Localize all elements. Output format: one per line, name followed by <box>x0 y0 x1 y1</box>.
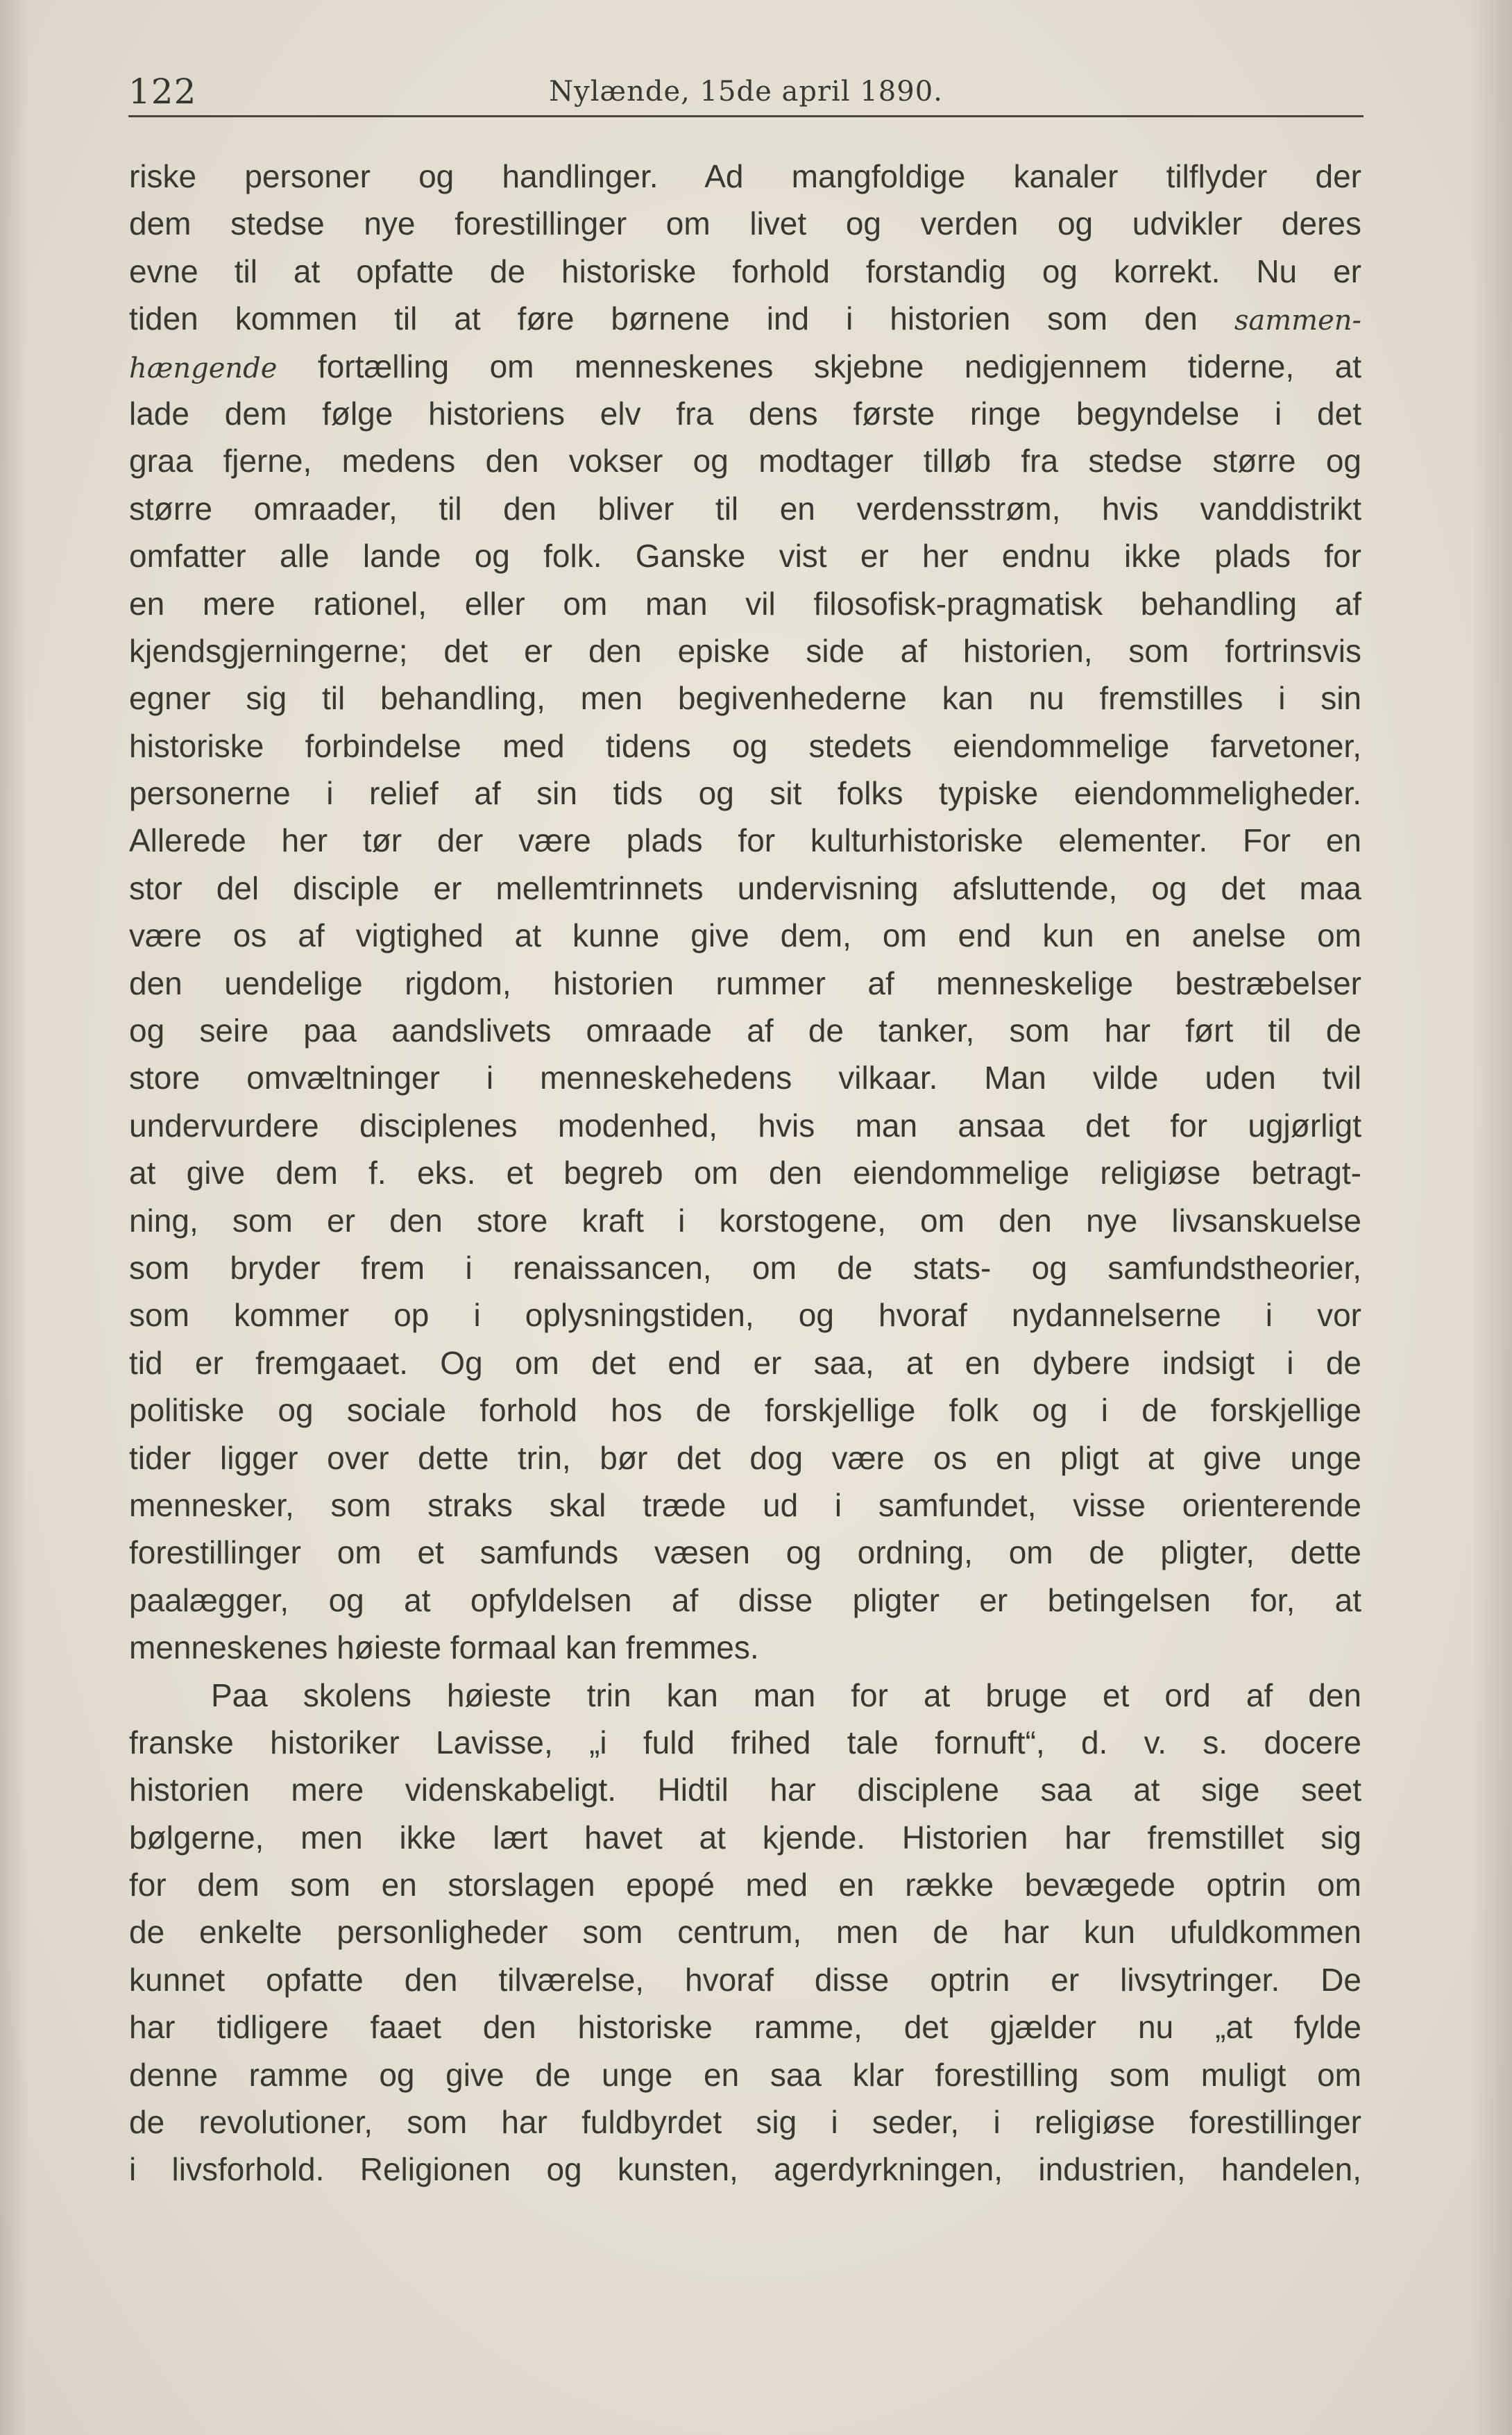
text-line: større omraader, til den bliver til en verdensstrøm, hvis vanddistrikt <box>129 490 1361 527</box>
text-line: personerne i relief af sin tids og sit folks typiske eiendommeligheder. <box>129 775 1361 812</box>
text-line: Allerede her tør der være plads for kulturhistoriske elementer. For en <box>129 822 1361 859</box>
text-line: bølgerne, men ikke lært havet at kjende. Historien har fremstillet sig <box>129 1819 1361 1856</box>
italic-word: sammen- <box>1234 305 1362 337</box>
text-line: at give dem f. eks. et begreb om den eiendommelige religiøse betragt- <box>129 1155 1361 1191</box>
text-line: de enkelte personligheder som centrum, men de har kun ufuldkommen <box>129 1914 1361 1951</box>
running-head: Nylænde, 15de april 1890. <box>549 76 943 108</box>
page-number: 122 <box>128 71 197 112</box>
text-line: den uendelige rigdom, historien rummer af menneskelige bestræbelser <box>129 965 1361 1001</box>
page-shadow-left <box>0 0 28 2435</box>
text-line: en mere rationel, eller om man vil filosofisk-pragmatisk behandling af <box>129 585 1361 622</box>
text-line: franske historiker Lavisse, „i fuld frihed tale fornuft“, d. v. s. docere <box>129 1724 1361 1761</box>
text-line: ning, som er den store kraft i korstogene, om den nye livsanskuelse <box>129 1202 1361 1239</box>
text-line: og seire paa aandslivets omraade af de tanker, som har ført til de <box>129 1012 1361 1049</box>
page-shadow-right <box>1470 0 1512 2435</box>
text-line: som bryder frem i renaissancen, om de stats- og samfundstheorier, <box>129 1249 1361 1286</box>
text-line: riske personer og handlinger. Ad mangfoldige kanaler tilflyder der <box>129 158 1361 194</box>
italic-word: hængende <box>129 352 278 384</box>
text-segment: tiden kommen til at føre børnene ind i historien som den <box>129 300 1198 337</box>
text-line <box>129 343 1361 390</box>
text-line: de revolutioner, som har fuldbyrdet sig i seder, i religiøse forestillinger <box>129 2104 1361 2141</box>
text-line: evne til at opfatte de historiske forhold forstandig og korrekt. Nu er <box>129 253 1361 289</box>
text-line: tider ligger over dette trin, bør det dog være os en pligt at give unge <box>129 1439 1361 1476</box>
text-line: har tidligere faaet den historiske ramme, det gjælder nu „at fylde <box>129 2009 1361 2046</box>
text-line: som kommer op i oplysningstiden, og hvoraf nydannelserne i vor <box>129 1297 1361 1334</box>
text-line: undervurdere disciplenes modenhed, hvis man ansaa det for ugjørligt <box>129 1107 1361 1144</box>
text-line: historiske forbindelse med tidens og stedets eiendommelige farvetoner, <box>129 727 1361 764</box>
header-rule <box>128 115 1364 117</box>
text-line: politiske og sociale forhold hos de forskjellige folk og i de forskjellige <box>129 1392 1361 1429</box>
text-line: stor del disciple er mellemtrinnets undervisning afsluttende, og det maa <box>129 869 1361 906</box>
body-text <box>129 153 1361 2194</box>
text-line: kjendsgjerningerne; det er den episke side af historien, som fortrinsvis <box>129 632 1361 669</box>
text-line: denne ramme og give de unge en saa klar forestilling som muligt om <box>129 2056 1361 2093</box>
text-line: lade dem følge historiens elv fra dens første ringe begyndelse i det <box>129 395 1361 432</box>
text-line: dem stedse nye forestillinger om livet og verden og udvikler deres <box>129 205 1361 242</box>
text-line: være os af vigtighed at kunne give dem, om end kun en anelse om <box>129 917 1361 954</box>
text-line: omfatter alle lande og folk. Ganske vist er her endnu ikke plads for <box>129 538 1361 575</box>
text-segment: fortælling om menneskenes skjebne nedigjennem tiderne, at <box>317 348 1361 384</box>
text-line: i livsforhold. Religionen og kunsten, agerdyrkningen, industrien, handelen, <box>129 2151 1361 2188</box>
text-line: menneskenes høieste formaal kan fremmes. <box>129 1629 759 1666</box>
text-line: paalægger, og at opfyldelsen af disse pligter er betingelsen for, at <box>129 1581 1361 1618</box>
text-line: forestillinger om et samfunds væsen og ordning, om de pligter, dette <box>129 1534 1361 1571</box>
text-line: Paa skolens høieste trin kan man for at bruge et ord af den <box>211 1677 1361 1713</box>
text-line: mennesker, som straks skal træde ud i samfundet, visse orienterende <box>129 1486 1361 1523</box>
text-line: for dem som en storslagen epopé med en række bevægede optrin om <box>129 1867 1361 1903</box>
text-line: historien mere videnskabeligt. Hidtil har disciplene saa at sige seet <box>129 1772 1361 1808</box>
text-line: store omvæltninger i menneskehedens vilkaar. Man vilde uden tvil <box>129 1060 1361 1096</box>
text-line: graa fjerne, medens den vokser og modtager tilløb fra stedse større og <box>129 443 1361 480</box>
text-line <box>129 295 1361 342</box>
text-line: tid er fremgaaet. Og om det end er saa, at en dybere indsigt i de <box>129 1344 1361 1381</box>
text-line: kunnet opfatte den tilværelse, hvoraf disse optrin er livsytringer. De <box>129 1961 1361 1998</box>
text-line: egner sig til behandling, men begivenhederne kan nu fremstilles i sin <box>129 680 1361 717</box>
page-header <box>128 66 1364 114</box>
